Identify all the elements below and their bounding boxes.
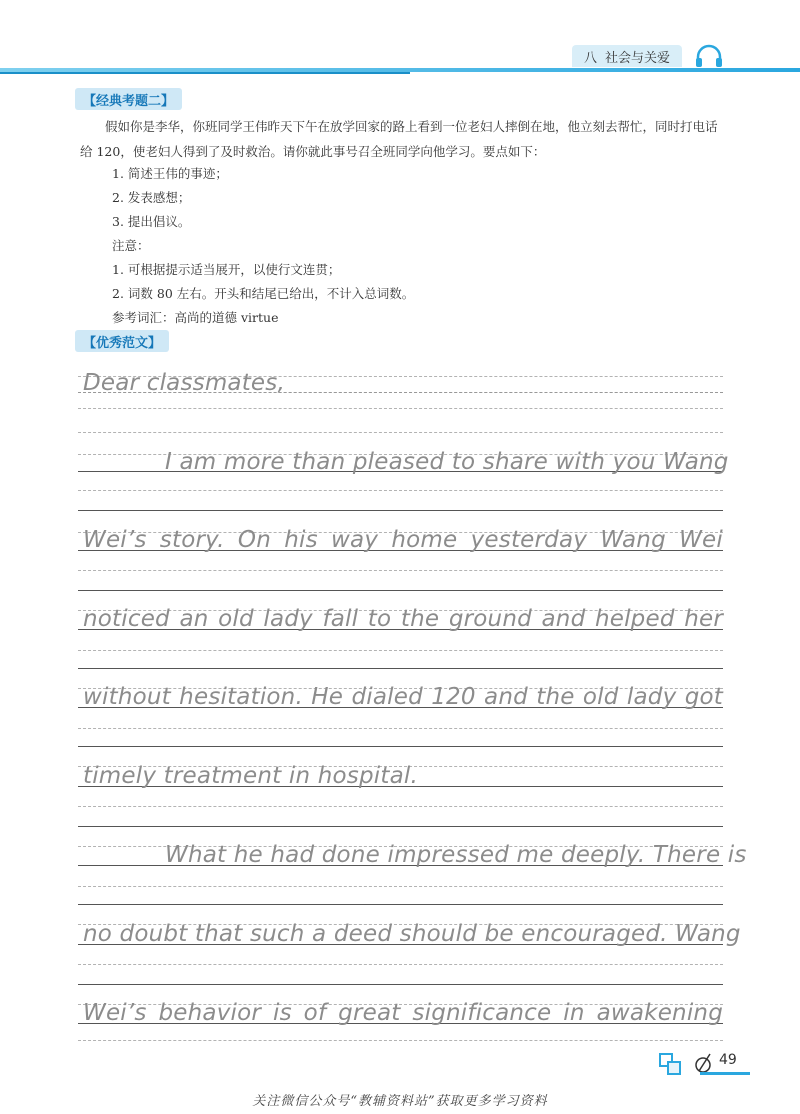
task-point-1: 1. 简述王伟的事迹； [112, 166, 228, 181]
essay-line-2: I am more than pleased to share with you Wang [165, 449, 729, 475]
chapter-number: 八 [583, 50, 597, 66]
reference-vocabulary: 参考词汇：高尚的道德 virtue [112, 310, 279, 325]
essay-line-9: Wei’s behavior is of great significance in awakening [83, 1000, 723, 1026]
note-1: 1. 可根据提示适当展开，以使行文连贯； [112, 262, 341, 277]
pages-icon [658, 1052, 684, 1078]
essay-line-8: no doubt that such a deed should be encouraged. Wang [83, 921, 741, 947]
note-2: 2. 词数 80 左右。开头和结尾已给出，不计入总词数。 [112, 286, 415, 301]
footer-note: 关注微信公众号“教辅资料站”获取更多学习资料 [252, 1094, 548, 1109]
headphones-icon [694, 44, 724, 68]
task-section-label: 【经典考题二】 [75, 88, 182, 110]
essay-line-4: noticed an old lady fall to the ground and helped her [83, 606, 723, 632]
chapter-title: 社会与关爱 [605, 50, 671, 66]
essay-line-3: Wei’s story. On his way home yesterday Wang Wei [83, 527, 723, 553]
essay-line-7: What he had done impressed me deeply. There is [165, 842, 747, 868]
task-paragraph: 假如你是李华，你班同学王伟昨天下午在放学回家的路上看到一位老妇人摔倒在地，他立刻去帮忙，同时打电话给 120，使老妇人得到了及时救治。请你就此事号召全班同学向他学习。要点如下： [80, 119, 718, 159]
essay-line-5: without hesitation. He dialed 120 and the old lady got [83, 684, 723, 710]
note-heading: 注意： [112, 238, 150, 253]
page-number-underline [700, 1072, 750, 1075]
essay-line-6: timely treatment in hospital. [83, 763, 418, 789]
task-point-3: 3. 提出倡议。 [112, 214, 191, 229]
essay-line-1: Dear classmates, [83, 370, 285, 396]
page-number: 49 [719, 1052, 737, 1068]
header-bar-accent [0, 72, 410, 74]
chapter-tab [572, 45, 682, 67]
model-essay-section-label: 【优秀范文】 [75, 330, 169, 352]
task-point-2: 2. 发表感想； [112, 190, 191, 205]
